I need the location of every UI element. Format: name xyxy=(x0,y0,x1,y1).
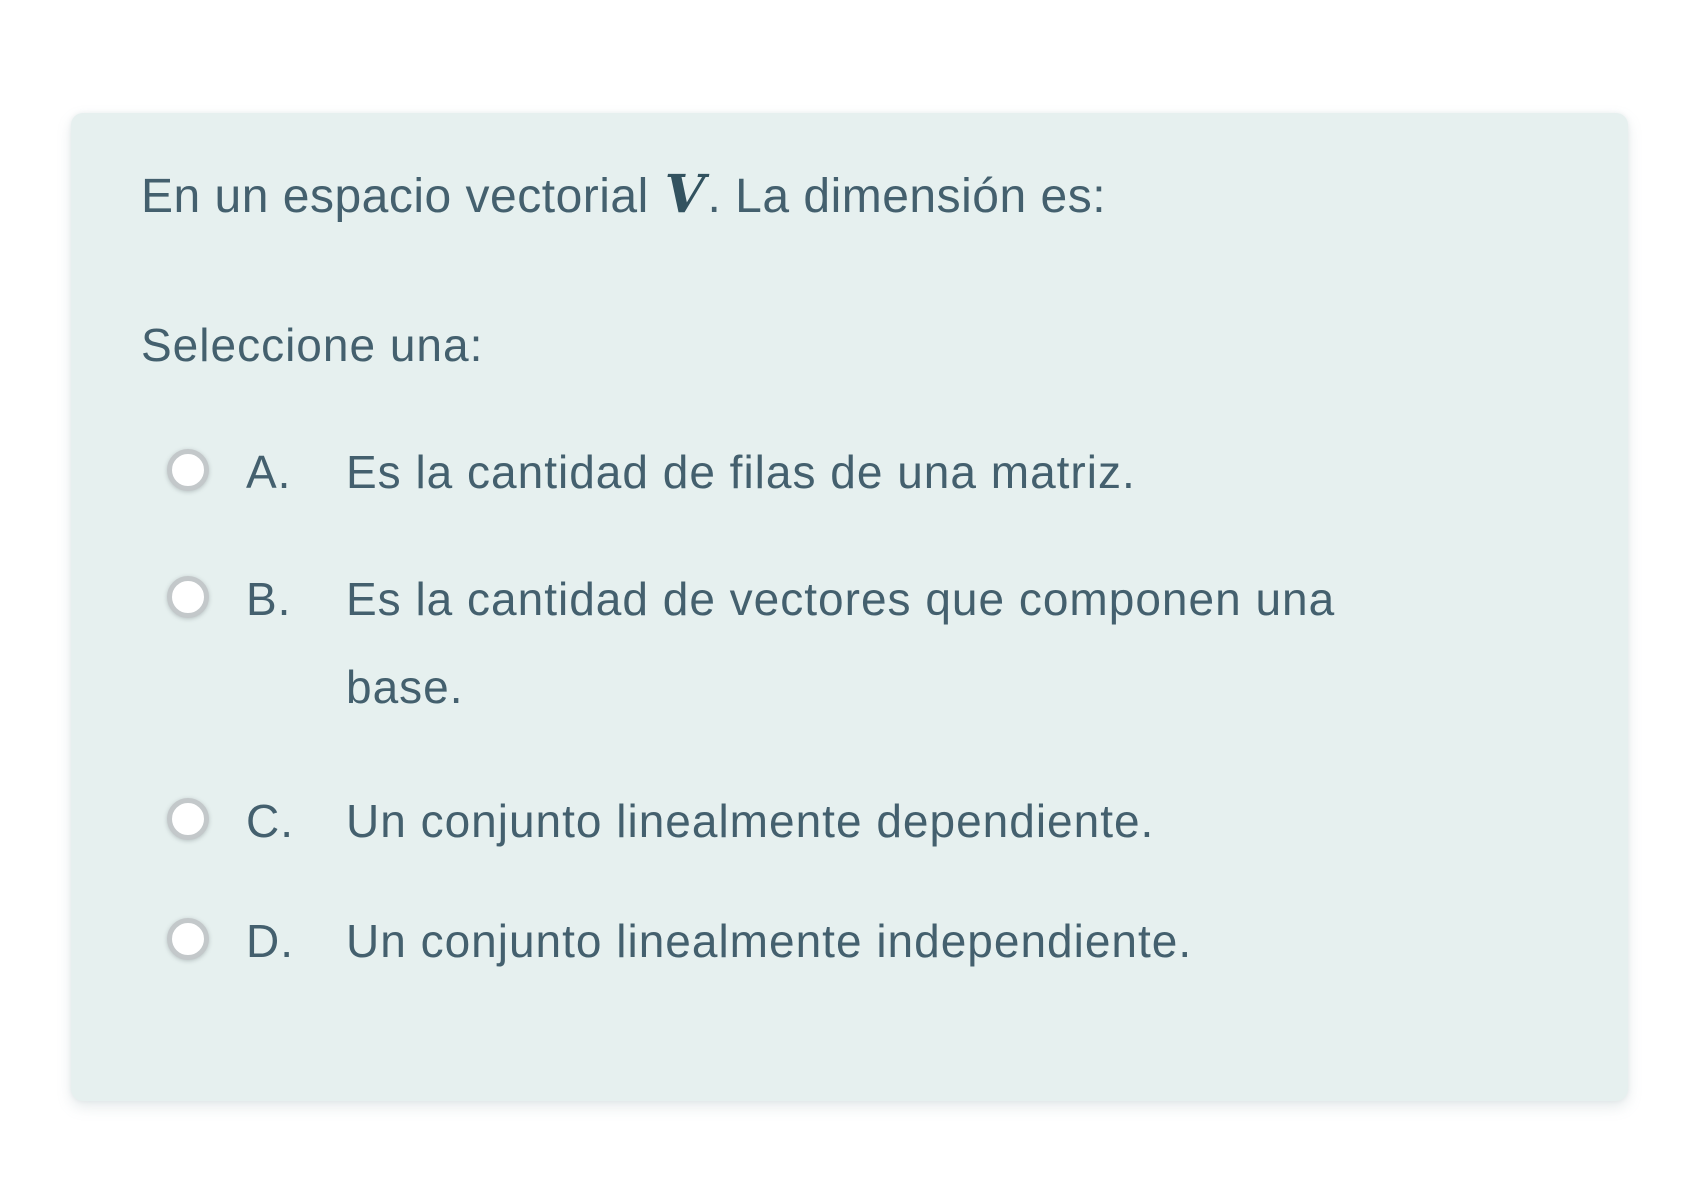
radio-button-c[interactable] xyxy=(167,798,209,840)
option-row-b[interactable] xyxy=(167,570,1335,716)
option-text-b-line1: Es la cantidad de vectores que componen una xyxy=(346,573,1336,625)
option-text-b-line2: base. xyxy=(346,661,464,713)
option-text-c-line1: Un conjunto linealmente dependiente. xyxy=(346,795,1155,847)
question-suffix: . La dimensión es: xyxy=(707,170,1107,223)
option-text-a-line1: Es la cantidad de filas de una matriz. xyxy=(346,446,1136,498)
option-letter-c: C. xyxy=(246,795,294,847)
question-prefix: En un espacio vectorial xyxy=(141,170,663,223)
option-letter-d: D. xyxy=(246,915,294,967)
option-text-b xyxy=(346,570,1335,716)
option-text-d-line1: Un conjunto linealmente independiente. xyxy=(346,915,1193,967)
math-symbol-v: V xyxy=(664,164,706,225)
option-letter-a: A. xyxy=(246,446,292,498)
select-one-label: Seleccione una: xyxy=(141,319,484,371)
option-row-d[interactable] xyxy=(167,912,1192,970)
option-text-c xyxy=(346,792,1154,850)
option-text-d xyxy=(346,912,1192,970)
option-letter-b: B. xyxy=(246,573,292,625)
radio-button-b[interactable] xyxy=(167,576,209,618)
option-row-c[interactable] xyxy=(167,792,1154,850)
option-row-a[interactable] xyxy=(167,443,1136,501)
question-text xyxy=(141,165,1106,227)
question-card xyxy=(71,113,1628,1101)
option-text-a xyxy=(346,443,1136,501)
radio-button-d[interactable] xyxy=(167,918,209,960)
radio-button-a[interactable] xyxy=(167,449,209,491)
